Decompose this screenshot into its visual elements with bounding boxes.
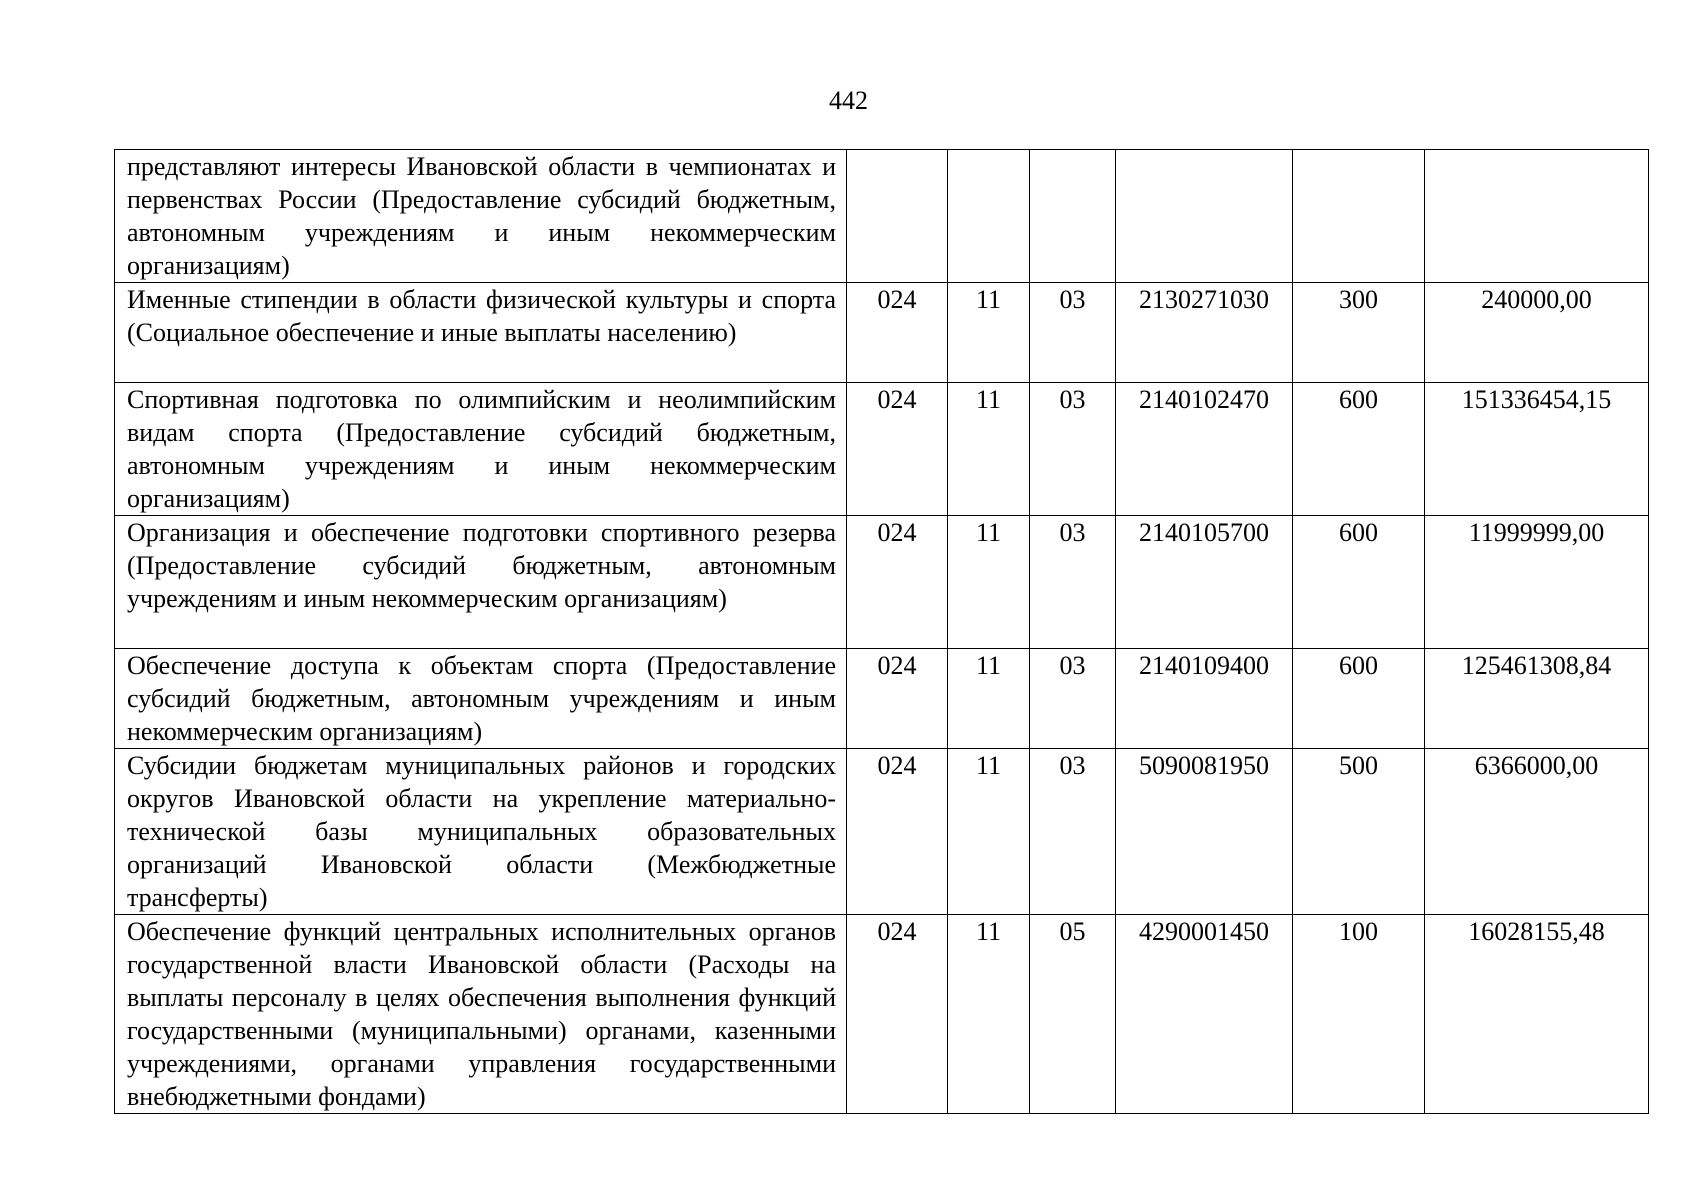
row-description: Субсидии бюджетам муниципальных районов и городских округов Ивановской области на укрепление материально-технической базы муниципальных образовательных организаций Ивановской области (Межбюджетные трансферты) [115, 749, 847, 915]
row-description: Организация и обеспечение подготовки спортивного резерва (Предоставление субсидий бюджетным, автономным учреждениям и иным некоммерческим организациям) [115, 516, 847, 649]
row-subsection-code: 03 [1030, 749, 1116, 915]
budget-table [114, 149, 1649, 1114]
row-expense-type: 600 [1293, 516, 1425, 649]
row-target-article [1116, 150, 1293, 283]
row-target-article: 2140105700 [1116, 516, 1293, 649]
row-amount: 125461308,84 [1425, 649, 1649, 749]
row-section-code: 11 [948, 383, 1030, 516]
row-expense-type: 300 [1293, 283, 1425, 383]
row-description: Именные стипендии в области физической культуры и спорта (Социальное обеспечение и иные выплаты населению) [115, 283, 847, 383]
table-row [115, 150, 1649, 283]
row-section-code: 11 [948, 749, 1030, 915]
row-section-code: 11 [948, 516, 1030, 649]
page-number: 442 [829, 86, 868, 115]
row-amount: 240000,00 [1425, 283, 1649, 383]
row-amount: 16028155,48 [1425, 915, 1649, 1114]
table-row [115, 915, 1649, 1114]
row-ministry-code: 024 [847, 283, 948, 383]
row-expense-type: 100 [1293, 915, 1425, 1114]
row-ministry-code: 024 [847, 649, 948, 749]
row-subsection-code: 05 [1030, 915, 1116, 1114]
row-subsection-code: 03 [1030, 283, 1116, 383]
table-row [115, 749, 1649, 915]
row-ministry-code: 024 [847, 749, 948, 915]
row-section-code: 11 [948, 915, 1030, 1114]
row-description: Спортивная подготовка по олимпийским и неолимпийским видам спорта (Предоставление субсидий бюджетным, автономным учреждениям и иным некоммерческим организациям) [115, 383, 847, 516]
row-ministry-code: 024 [847, 383, 948, 516]
row-subsection-code: 03 [1030, 383, 1116, 516]
row-description: представляют интересы Ивановской области в чемпионатах и первенствах России (Предоставление субсидий бюджетным, автономным учреждениям и иным некоммерческим организациям) [115, 150, 847, 283]
row-subsection-code: 03 [1030, 649, 1116, 749]
row-expense-type: 600 [1293, 383, 1425, 516]
row-target-article: 2140102470 [1116, 383, 1293, 516]
row-ministry-code [847, 150, 948, 283]
row-section-code [948, 150, 1030, 283]
row-expense-type [1293, 150, 1425, 283]
row-ministry-code: 024 [847, 915, 948, 1114]
row-subsection-code: 03 [1030, 516, 1116, 649]
row-amount: 151336454,15 [1425, 383, 1649, 516]
row-section-code: 11 [948, 649, 1030, 749]
row-ministry-code: 024 [847, 516, 948, 649]
row-section-code: 11 [948, 283, 1030, 383]
row-expense-type: 500 [1293, 749, 1425, 915]
row-amount [1425, 150, 1649, 283]
table-row [115, 383, 1649, 516]
row-description: Обеспечение функций центральных исполнительных органов государственной власти Ивановской области (Расходы на выплаты персоналу в целях обеспечения выполнения функций государственными (муниципальными) органами, казенными учреждениями, органами управления государственными внебюджетными фондами) [115, 915, 847, 1114]
table-row [115, 516, 1649, 649]
row-amount: 11999999,00 [1425, 516, 1649, 649]
table-row [115, 649, 1649, 749]
row-amount: 6366000,00 [1425, 749, 1649, 915]
row-target-article: 4290001450 [1116, 915, 1293, 1114]
row-target-article: 2140109400 [1116, 649, 1293, 749]
row-expense-type: 600 [1293, 649, 1425, 749]
row-target-article: 5090081950 [1116, 749, 1293, 915]
row-subsection-code [1030, 150, 1116, 283]
table-row [115, 283, 1649, 383]
row-description: Обеспечение доступа к объектам спорта (Предоставление субсидий бюджетным, автономным учреждениям и иным некоммерческим организациям) [115, 649, 847, 749]
row-target-article: 2130271030 [1116, 283, 1293, 383]
